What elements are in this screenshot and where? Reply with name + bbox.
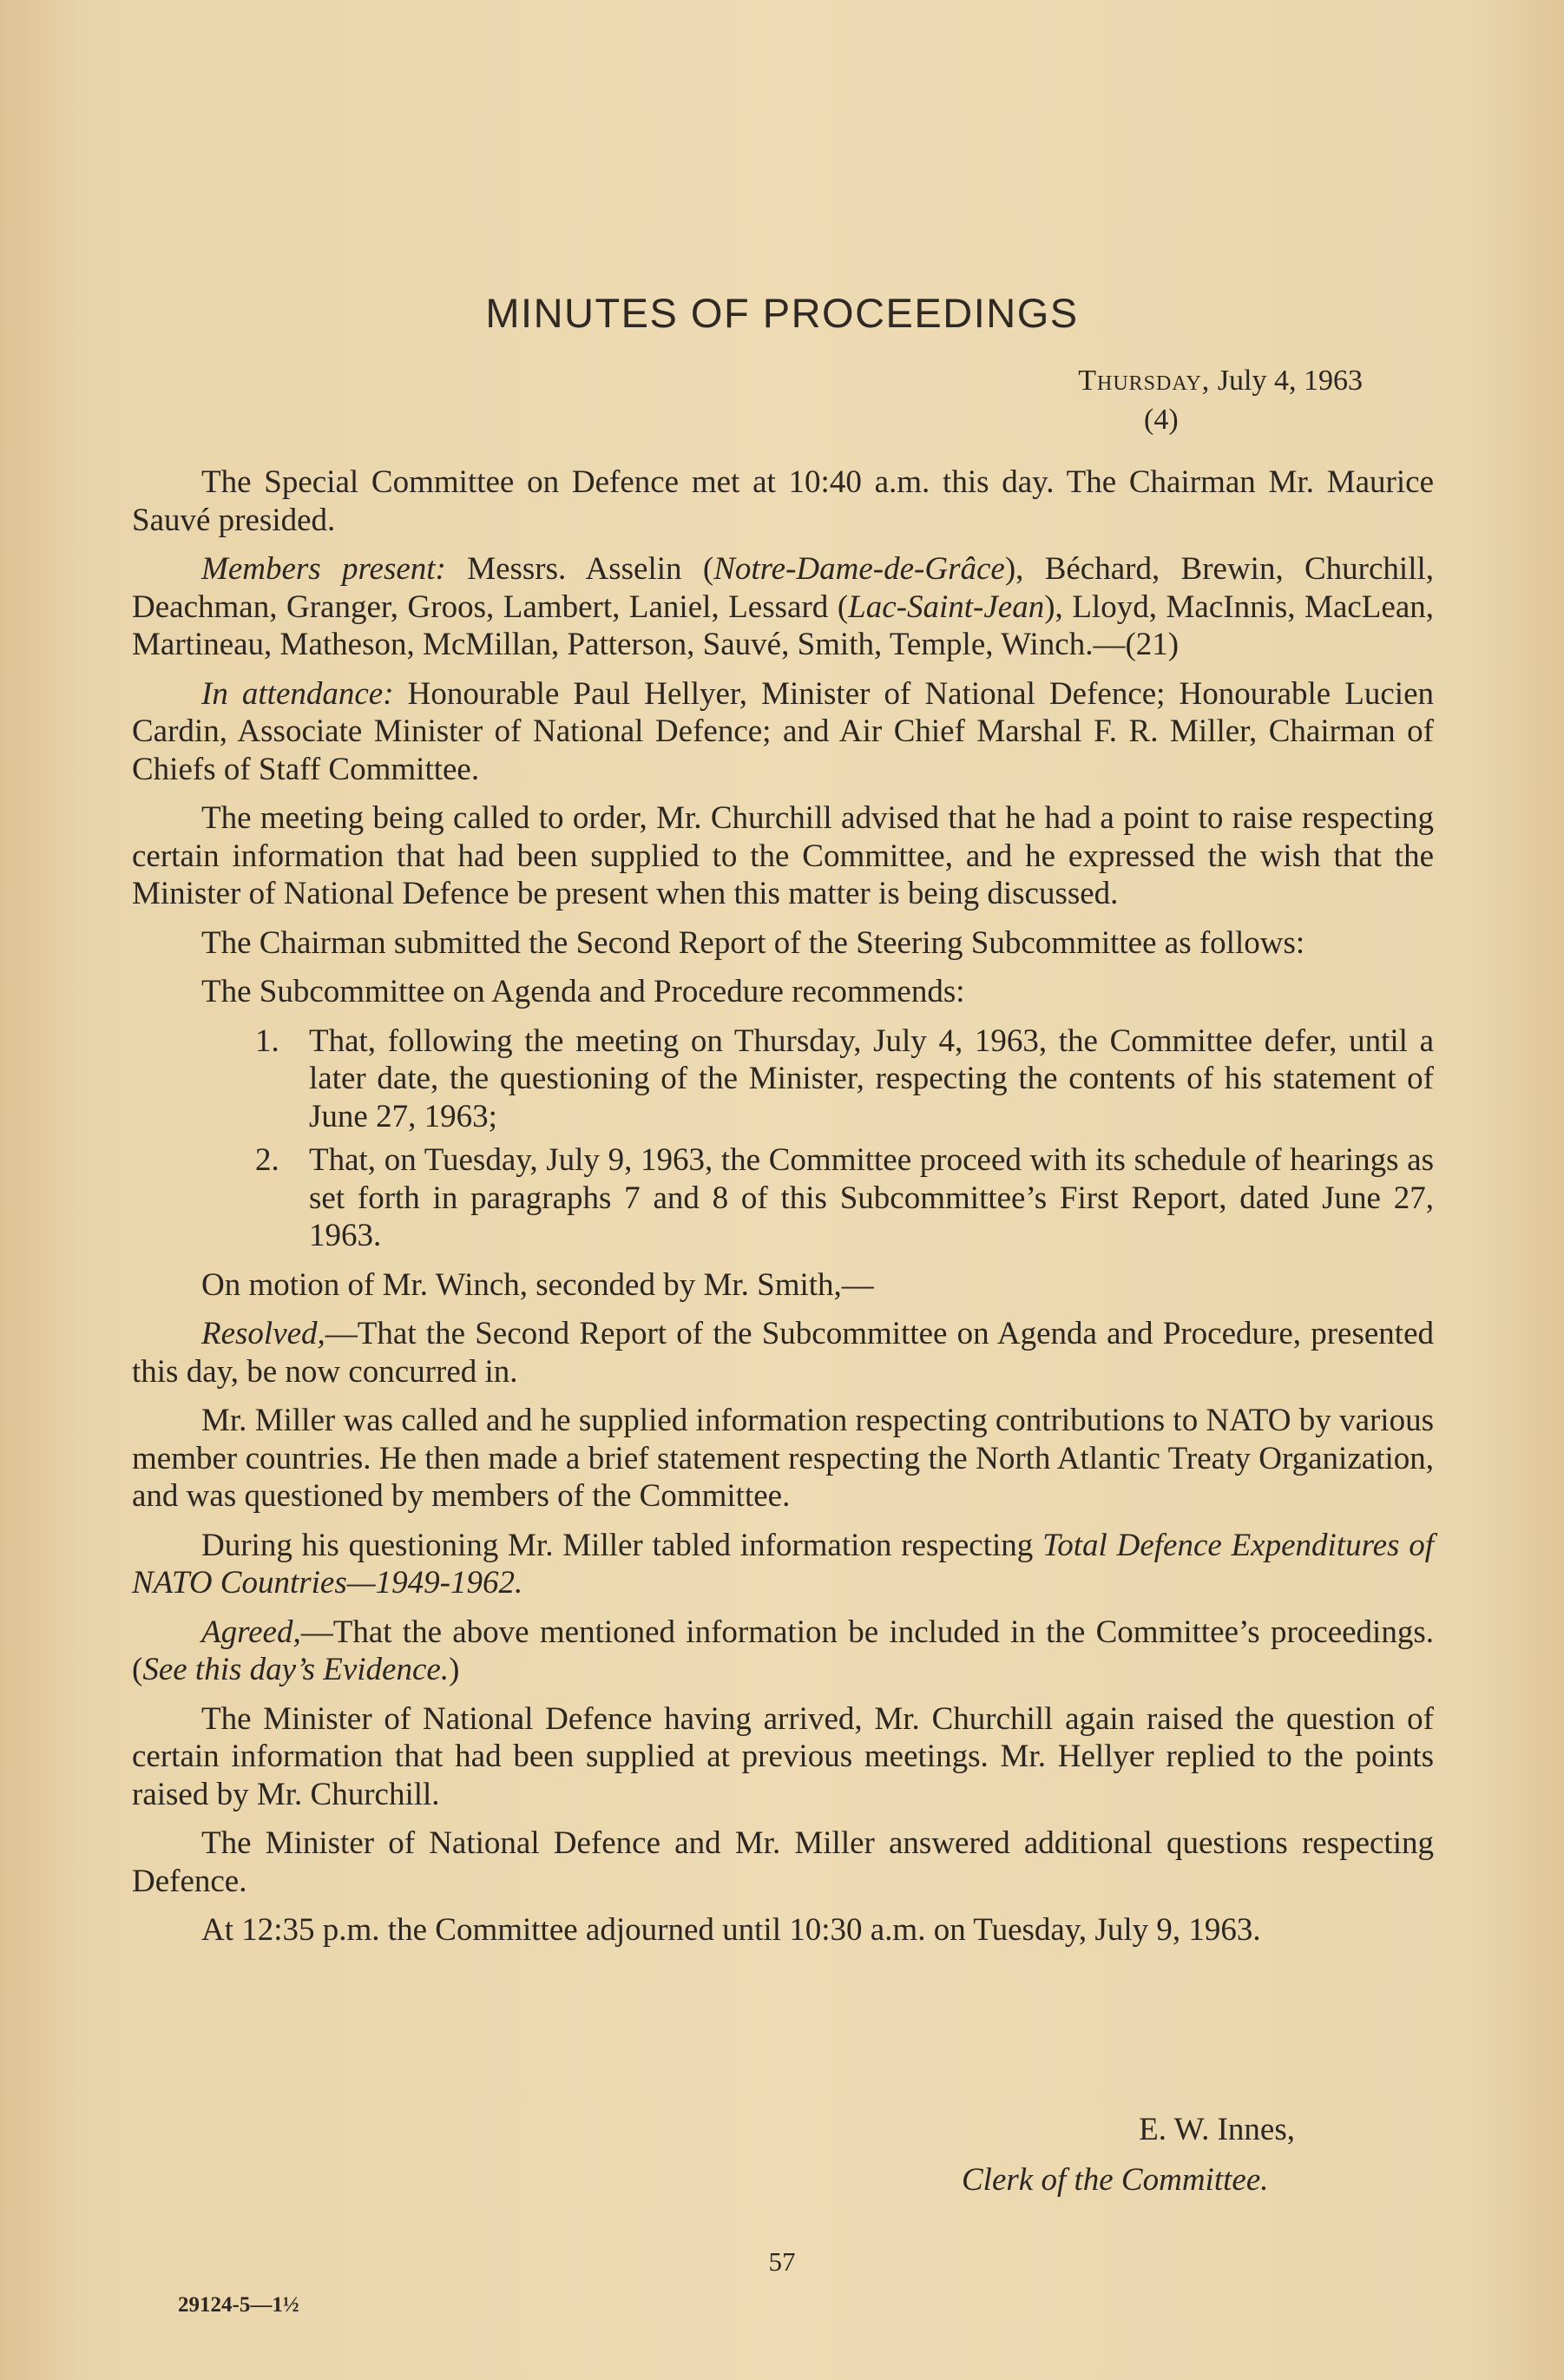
agreed-label: Agreed, xyxy=(201,1614,301,1650)
churchill-paragraph: The meeting being called to order, Mr. Churchill advised that he had a point to raise respecting certain information that had been supplied to the Committee, and he expressed the wish that the Minister of National Defence be present when this matter is being discussed. xyxy=(132,800,1434,911)
list-item xyxy=(132,1141,1434,1255)
resolved-label: Resolved, xyxy=(201,1316,325,1351)
riding-name: Notre-Dame-de-Grâce xyxy=(713,551,1005,587)
print-code: 29124-5—1½ xyxy=(178,2293,299,2317)
adjournment-paragraph: At 12:35 p.m. the Committee adjourned until 10:30 a.m. on Tuesday, July 9, 1963. xyxy=(201,1912,1261,1948)
session-number: (4) xyxy=(1144,404,1179,436)
members-text: ), Lloyd, MacInnis, MacLean, Martineau, Matheson, McMillan, Patterson, Sauvé, Smith, Temple, Winch.—(21) xyxy=(132,588,1434,662)
questions-paragraph: The Minister of National Defence and Mr. Miller answered additional questions respecting Defence. xyxy=(132,1825,1434,1899)
signature-title: Clerk of the Committee. xyxy=(962,2162,1269,2198)
riding-name: Lac-Saint-Jean xyxy=(848,588,1045,625)
minister-paragraph: The Minister of National Defence having arrived, Mr. Churchill again raised the question of certain information that had been supplied at previous meetings. Mr. Hellyer replied to the points raised by Mr. Churchill. xyxy=(132,1700,1434,1812)
tabled-title: Total Defence Expenditures of NATO Countries—1949-1962. xyxy=(132,1527,1435,1601)
meeting-day: Thursday, xyxy=(1078,365,1211,397)
minutes-body xyxy=(132,464,1434,1961)
item-text: That, on Tuesday, July 9, 1963, the Committee proceed with its schedule of hearings as set forth in paragraphs 7 and 8 of this Subcommittee’s First Report, dated June 27, 1963. xyxy=(309,1142,1434,1253)
tabled-text: During his questioning Mr. Miller tabled information respecting xyxy=(201,1527,1034,1563)
resolved-paragraph xyxy=(132,1315,1434,1391)
motion-paragraph: On motion of Mr. Winch, seconded by Mr. Smith,— xyxy=(201,1266,874,1303)
list-item xyxy=(132,1022,1434,1136)
agreed-text: —That the above mentioned information be included in the Committee’s proceedings. ( xyxy=(132,1614,1434,1687)
subcommittee-paragraph: The Subcommittee on Agenda and Procedure recommends: xyxy=(201,974,965,1009)
resolved-text: —That the Second Report of the Subcommittee on Agenda and Procedure, presented this day, be now concurred in. xyxy=(132,1316,1434,1390)
members-present-paragraph xyxy=(132,550,1434,664)
members-text: Messrs. Asselin ( xyxy=(467,551,714,587)
agreed-paragraph xyxy=(132,1614,1434,1689)
opening-paragraph: The Special Committee on Defence met at 10:40 a.m. this day. The Chairman Mr. Maurice Sauvé presided. xyxy=(132,464,1434,538)
item-number: 1. xyxy=(255,1022,279,1059)
page-title: MINUTES OF PROCEEDINGS xyxy=(485,290,1079,336)
page-number: 57 xyxy=(768,2246,796,2277)
item-number: 2. xyxy=(255,1142,279,1178)
members-text: ), Béchard, Brewin, Churchill, Deachman, Granger, Groos, Lambert, Laniel, Lessard ( xyxy=(132,551,1435,625)
attendance-label: In attendance: xyxy=(201,675,394,712)
item-text: That, following the meeting on Thursday, July 4, 1963, the Committee defer, until a later date, the questioning of the Minister, respecting the contents of his statement of June 27, 1963; xyxy=(309,1022,1434,1134)
dateline xyxy=(1078,365,1363,398)
members-label: Members present: xyxy=(201,551,446,587)
attendance-text: Honourable Paul Hellyer, Minister of National Defence; Honourable Lucien Cardin, Associate Minister of National Defence; and Air Chief Marshal F. R. Miller, Chairman of Chiefs of Staff Committee. xyxy=(132,675,1435,787)
signature-name: E. W. Innes, xyxy=(1139,2112,1295,2147)
recommendations-list xyxy=(132,1022,1434,1255)
tabled-paragraph xyxy=(132,1527,1434,1602)
agreed-close: ) xyxy=(449,1652,460,1687)
evidence-reference: See this day’s Evidence. xyxy=(142,1652,450,1687)
miller-paragraph: Mr. Miller was called and he supplied information respecting contributions to NATO by various member countries. He then made a brief statement respecting the North Atlantic Treaty Organization, and was questioned by members of the Committee. xyxy=(132,1403,1434,1514)
meeting-date: July 4, 1963 xyxy=(1217,365,1363,397)
attendance-paragraph xyxy=(132,675,1434,789)
report-paragraph: The Chairman submitted the Second Report of the Steering Subcommittee as follows: xyxy=(201,924,1305,961)
